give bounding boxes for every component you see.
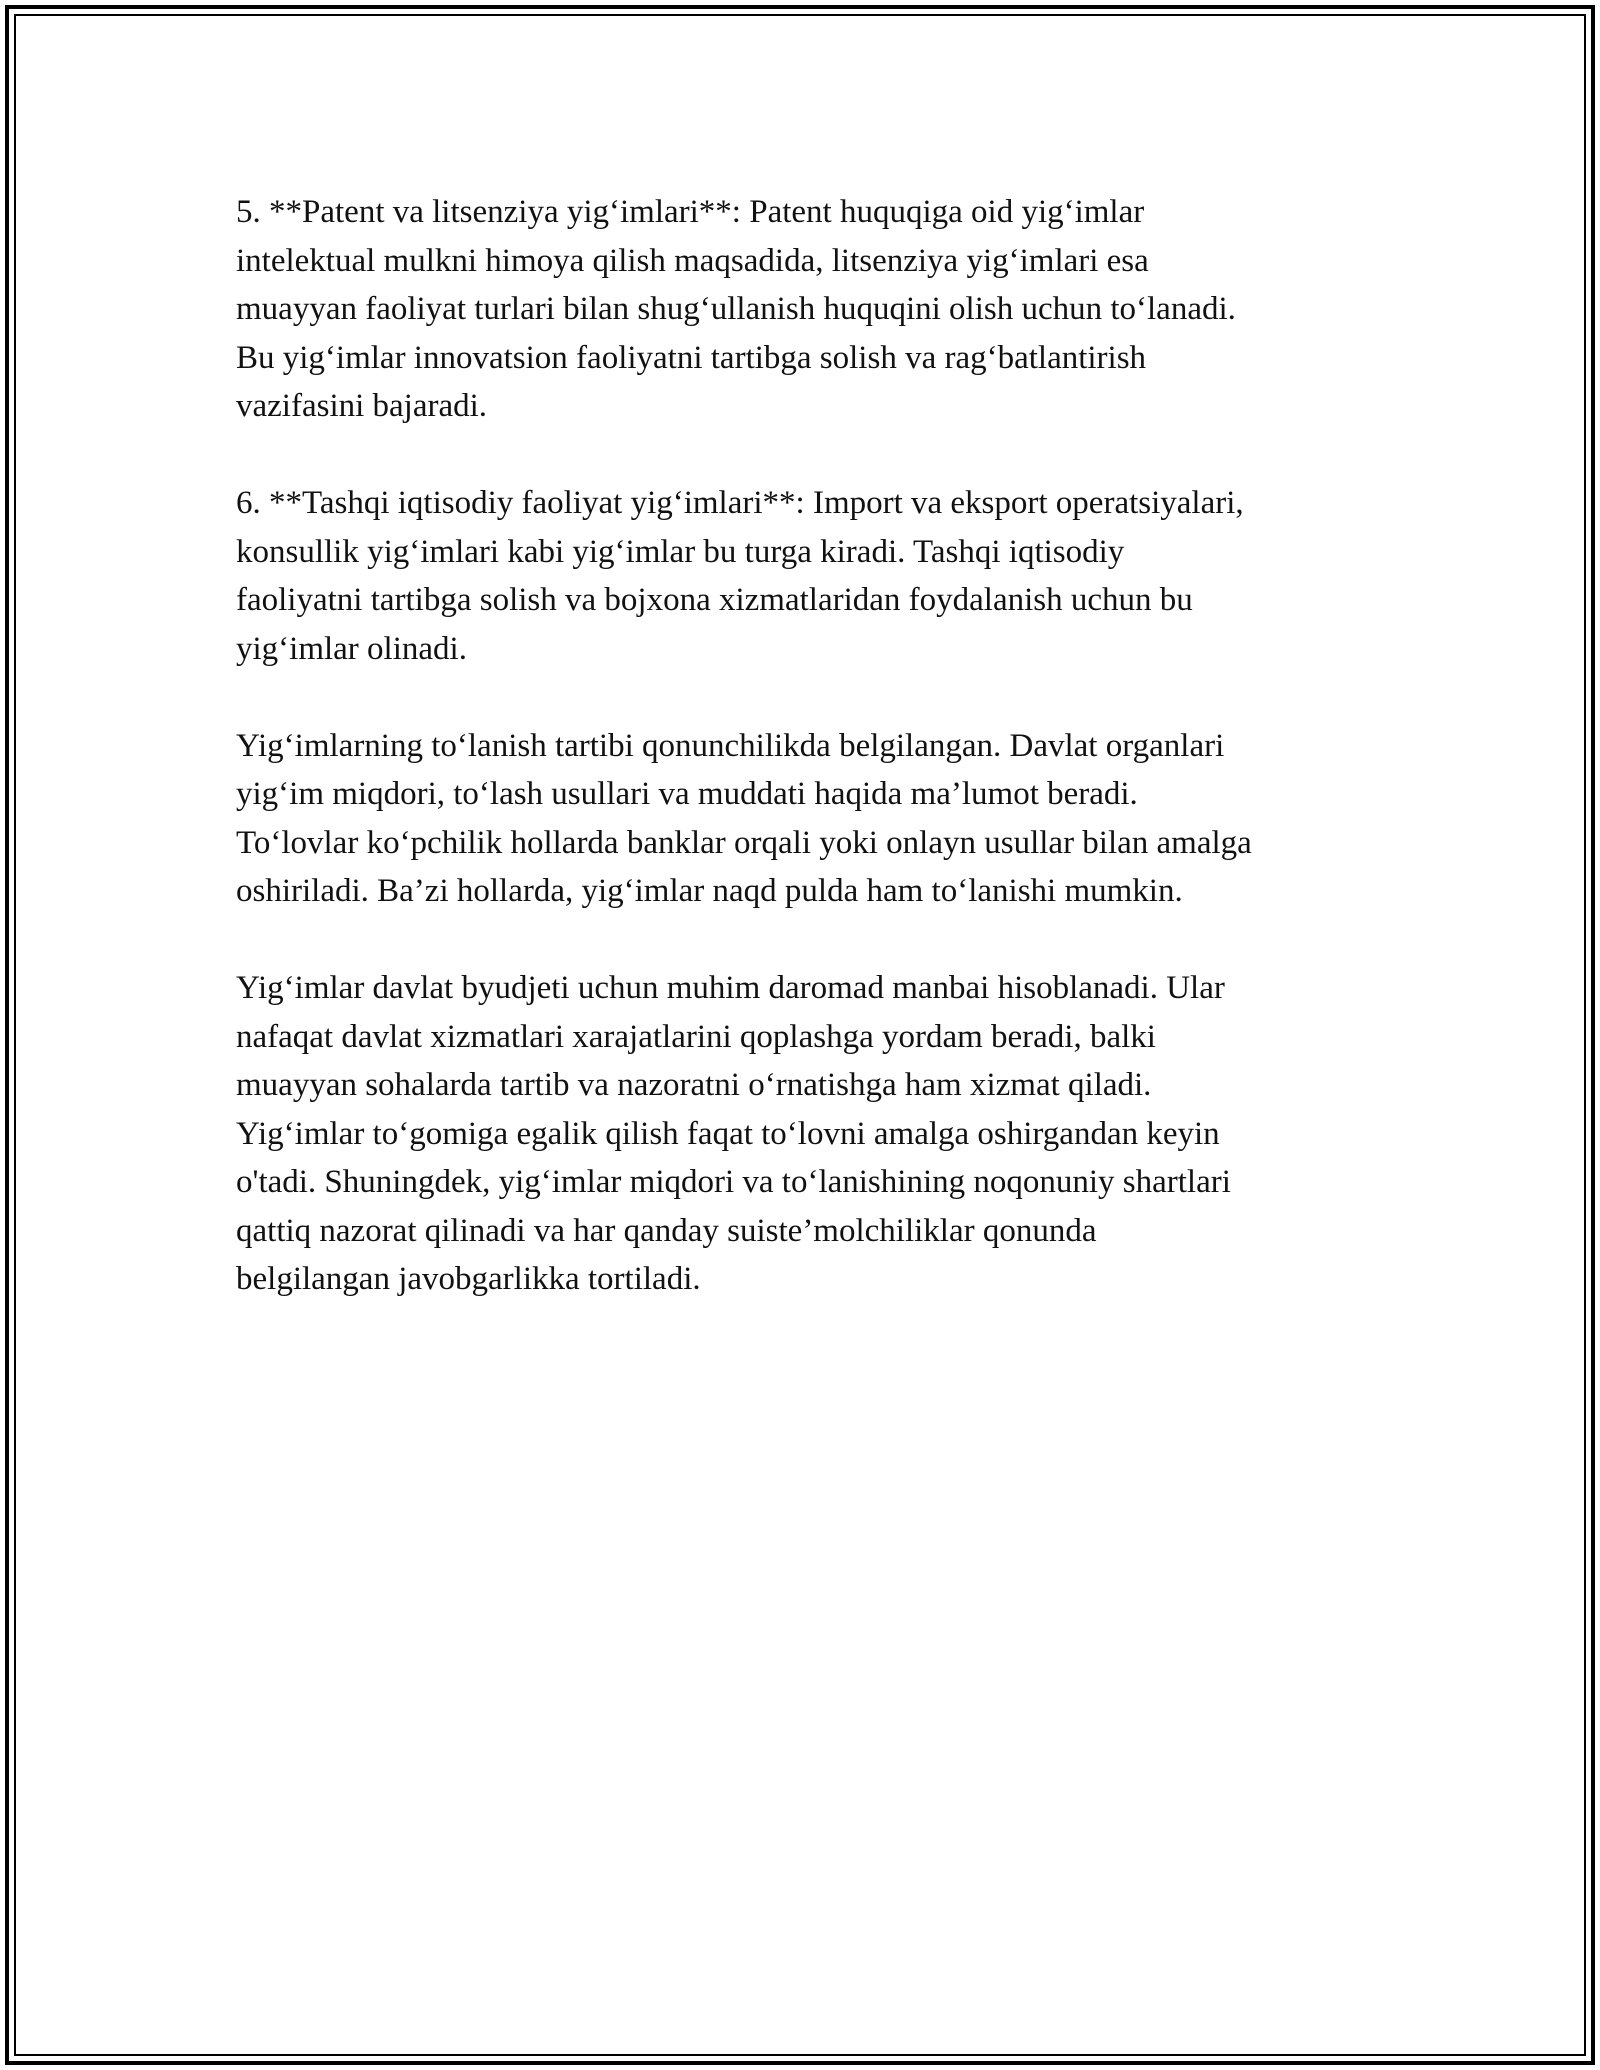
document-body xyxy=(236,188,1396,1352)
paragraph-payment-procedure: Yig‘imlarning to‘lanish tartibi qonunchilikda belgilangan. Davlat organlari yig‘im miqdori, to‘lash usullari va muddati haqida ma’lumot beradi. To‘lovlar ko‘pchilik hollarda banklar orqali yoki onlayn usullar bilan amalga oshiriladi. Ba’zi hollarda, yig‘imlar naqd pulda ham to‘lanishi mumkin. xyxy=(236,727,1252,909)
paragraph-budget-revenue: Yig‘imlar davlat byudjeti uchun muhim daromad manbai hisoblanadi. Ular nafaqat davlat xizmatlari xarajatlarini qoplashga yordam beradi, balki muayyan sohalarda tartib va nazoratni o‘rnatishga ham xizmat qiladi. Yig‘imlar to‘gomiga egalik qilish faqat to‘lovni amalga oshirgandan keyin o'tadi. Shuningdek, yig‘imlar miqdori va to‘lanishining noqonuniy shartlari qattiq nazorat qilinadi va har qanday suiste’molchiliklar qonunda belgilangan javobgarlikka tortiladi. xyxy=(236,970,1231,1297)
paragraph-foreign-economic-fees: 6. **Tashqi iqtisodiy faoliyat yig‘imlari**: Import va eksport operatsiyalari, konsullik yig‘imlari kabi yig‘imlar bu turga kiradi. Tashqi iqtisodiy faoliyatni tartibga solish va bojxona xizmatlaridan foydalanish uchun bu yig‘imlar olinadi. xyxy=(236,485,1244,667)
paragraph-patent-license-fees: 5. **Patent va litsenziya yig‘imlari**: Patent huquqiga oid yig‘imlar intelektual mulkni himoya qilish maqsadida, litsenziya yig‘imlari esa muayyan faoliyat turlari bilan shug‘ullanish huquqini olish uchun to‘lanadi. Bu yig‘imlar innovatsion faoliyatni tartibga solish va rag‘batlantirish vazifasini bajaradi. xyxy=(236,194,1236,424)
